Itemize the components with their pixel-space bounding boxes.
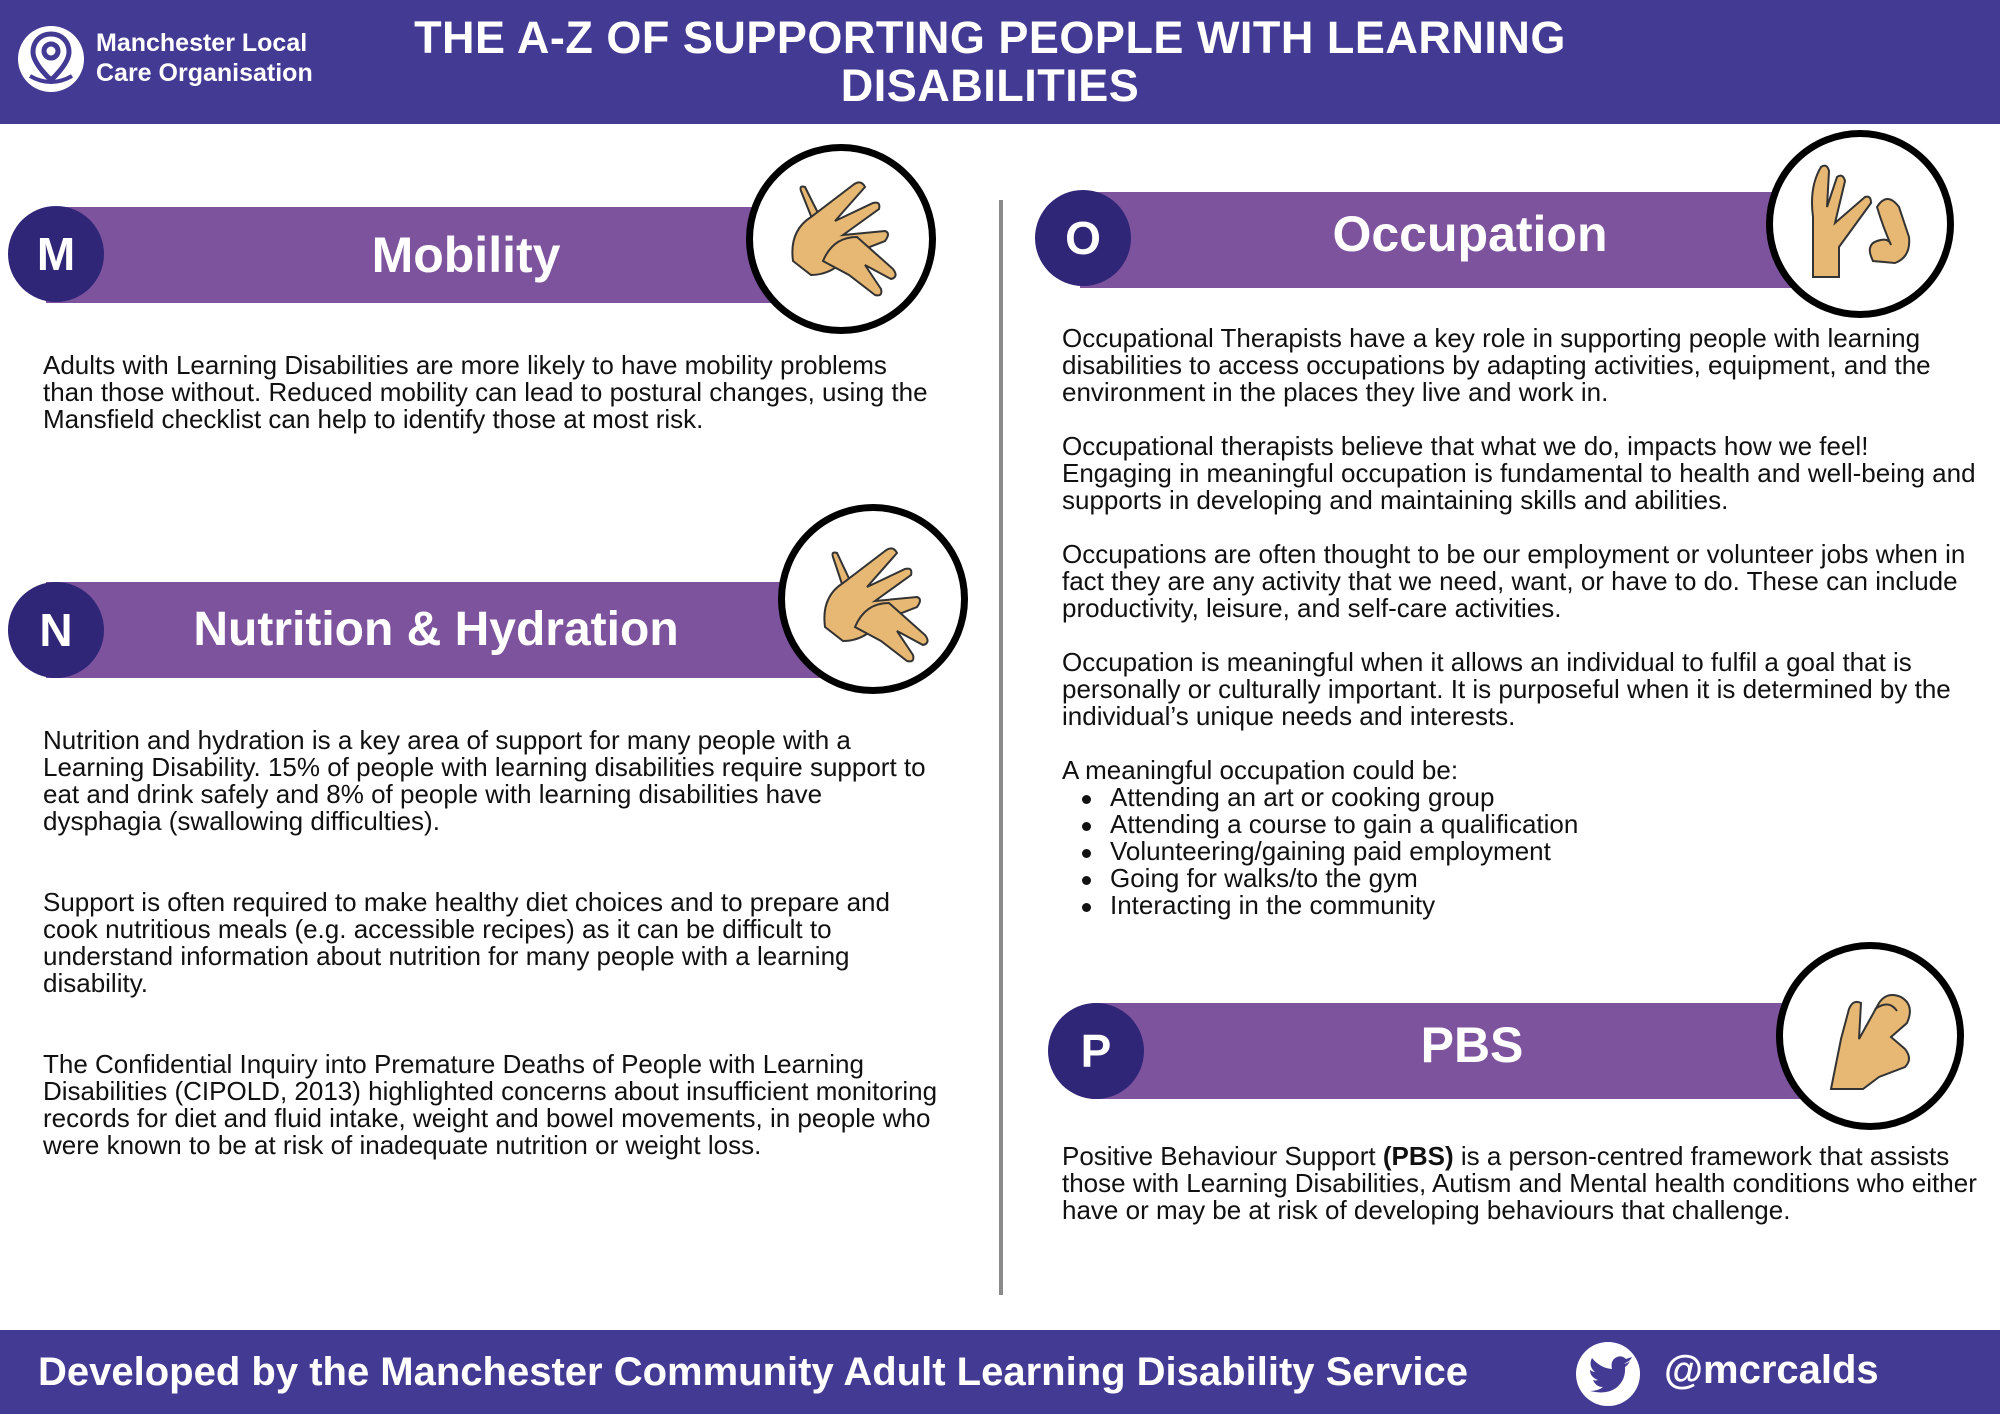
list-item: Attending an art or cooking group: [1062, 784, 1982, 811]
nutrition-paragraph-2: Support is often required to make healthy diet choices and to prepare and cook nutritious meals (e.g. accessible recipes) as it can be difficult to understand information about nutrition for many people with a learning disability.: [43, 887, 890, 998]
person-location-icon: [18, 26, 84, 92]
list-item: Attending a course to gain a qualification: [1062, 811, 1982, 838]
occupation-paragraph-1: Occupational Therapists have a key role in supporting people with learning disabilities to access occupations by adapting activities, equipment, and the environment in the places they live and work in.: [1062, 323, 1931, 407]
nutrition-text: [43, 727, 943, 1159]
footer-text: Developed by the Manchester Community Adult Learning Disability Service: [38, 1350, 1468, 1394]
footer-bar: [0, 1330, 2000, 1414]
mobility-title: Mobility: [371, 227, 561, 283]
nutrition-paragraph-3: The Confidential Inquiry into Premature Deaths of People with Learning Disabilities (CIPOLD, 2013) highlighted concerns about insufficient monitoring records for diet and fluid intake, weight and bowel movements, in people who were known to be at risk of inadequate nutrition or weight loss.: [43, 1049, 938, 1160]
pbs-paragraph: [1062, 1143, 1982, 1224]
pbs-text-before: Positive Behaviour Support: [1062, 1141, 1383, 1171]
column-divider: [999, 200, 1003, 1295]
nutrition-paragraph-1: Nutrition and hydration is a key area of support for many people with a Learning Disability. 15% of people with learning disabilities require support to eat and drink safely and 8% of people with learning disabilities have dysphagia (swallowing difficulties).: [43, 725, 926, 836]
letter-m-badge: M: [8, 206, 104, 302]
letter-p-badge: P: [1048, 1003, 1144, 1099]
nutrition-banner: [46, 582, 826, 678]
nutrition-title: Nutrition & Hydration: [193, 603, 679, 656]
list-item: Volunteering/gaining paid employment: [1062, 838, 1982, 865]
page-title-line2: DISABILITIES: [840, 60, 1140, 111]
twitter-handle[interactable]: @mcrcalds: [1664, 1348, 1879, 1392]
nutrition-sign-icon: [778, 504, 968, 694]
occupation-banner: [1080, 192, 1825, 288]
org-name-line1: Manchester Local: [96, 29, 308, 57]
pbs-title: PBS: [1420, 1017, 1524, 1073]
occupation-title: Occupation: [1332, 206, 1608, 262]
mobility-text: [43, 352, 943, 433]
letter-n-badge: N: [8, 582, 104, 678]
occupation-text: [1062, 325, 1982, 919]
pbs-text: [1062, 1143, 1982, 1224]
org-name-line2: Care Organisation: [96, 59, 313, 87]
pbs-text-after: is a person-centred framework that assists those with Learning Disabilities, Autism and Mental health conditions who either have or may be at risk of developing behaviours that challenge.: [1062, 1141, 1977, 1225]
mobility-banner: [46, 207, 796, 303]
occupation-list: [1062, 784, 1982, 919]
letter-o-badge: O: [1035, 190, 1131, 286]
list-item: Interacting in the community: [1062, 892, 1982, 919]
occupation-sign-icon: [1766, 130, 1954, 318]
pbs-banner: [1092, 1003, 1837, 1099]
list-item: Going for walks/to the gym: [1062, 865, 1982, 892]
mobility-paragraph-1: Adults with Learning Disabilities are more likely to have mobility problems than those without. Reduced mobility can lead to postural changes, using the Mansfield checklist can help to identify those at most risk.: [43, 350, 928, 434]
page-title: [340, 14, 1640, 110]
twitter-bird-icon[interactable]: [1576, 1342, 1640, 1406]
occupation-paragraph-2: Occupational therapists believe that what we do, impacts how we feel! Engaging in meaningful occupation is fundamental to health and well-being and supports in developing and maintaining skills and abilities.: [1062, 431, 1976, 515]
pbs-text-bold: (PBS): [1382, 1141, 1454, 1171]
mobility-sign-icon: [746, 144, 936, 334]
pbs-sign-icon: [1776, 942, 1964, 1130]
page-title-line1: THE A-Z OF SUPPORTING PEOPLE WITH LEARNING: [414, 12, 1566, 63]
header-bar: [0, 0, 2000, 124]
occupation-paragraph-4: Occupation is meaningful when it allows an individual to fulfil a goal that is personally or culturally important. It is purposeful when it is determined by the individual’s unique needs and interests.: [1062, 647, 1951, 731]
organisation-name: [96, 28, 313, 88]
occupation-list-intro: A meaningful occupation could be:: [1062, 755, 1459, 785]
occupation-paragraph-3: Occupations are often thought to be our employment or volunteer jobs when in fact they are any activity that we need, want, or have to do. These can include productivity, leisure, and self-care activities.: [1062, 539, 1966, 623]
